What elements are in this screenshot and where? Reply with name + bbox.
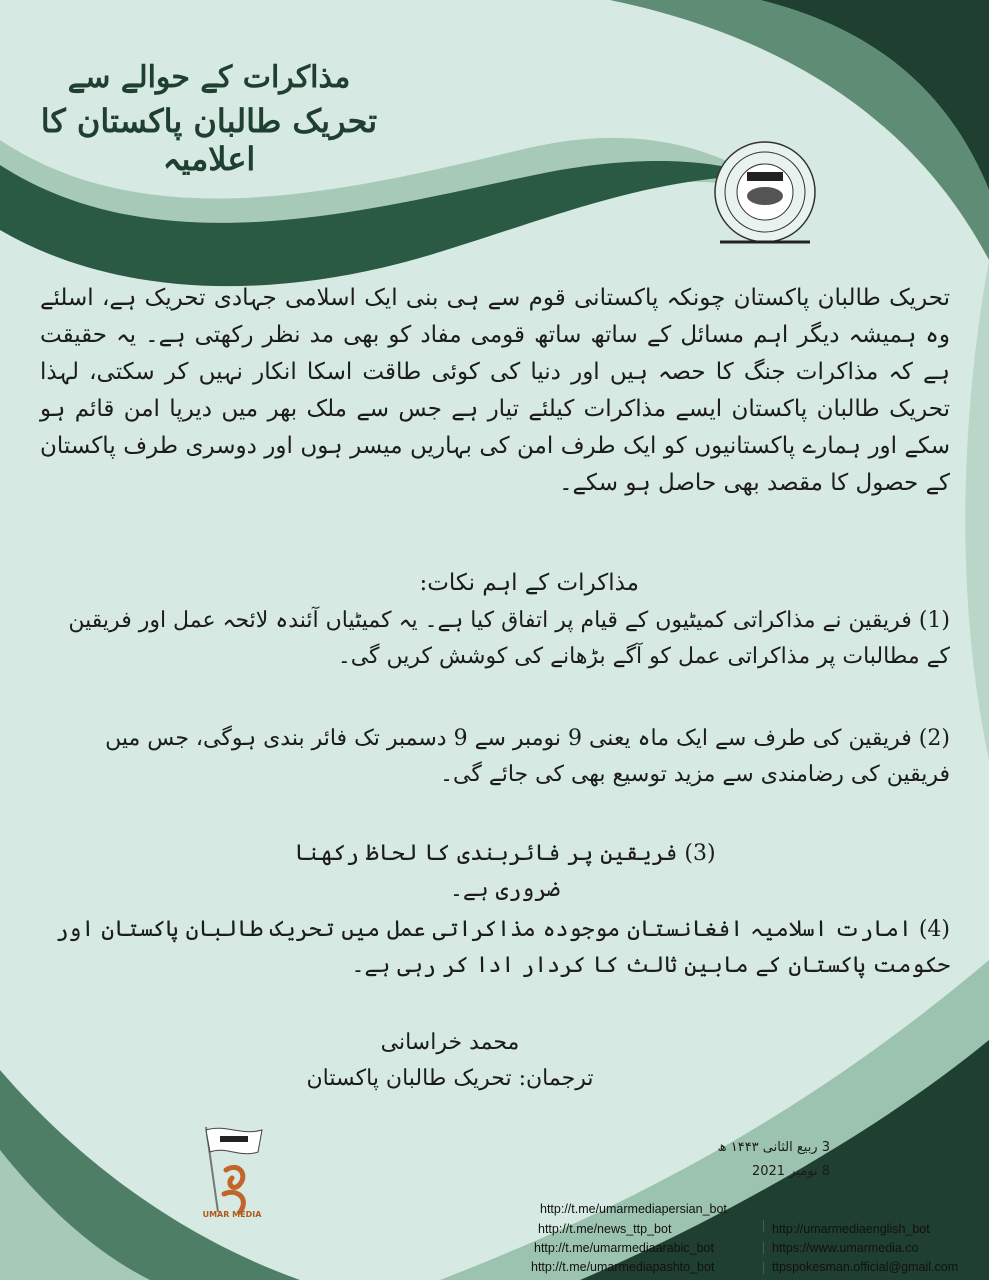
- hijri-date: 3 ربیع الثانی ۱۴۴۳ ھ: [717, 1140, 830, 1155]
- divider-2: [763, 1242, 764, 1254]
- point-2: (2) فریقین کی طرف سے ایک ماہ یعنی 9 نومبر سے 9 دسمبر تک فائر بندی ہوگی، جس میں فریقین کی رضامندی سے مزید توسیع بھی کی جائے گی۔: [105, 726, 950, 787]
- divider-3: [763, 1262, 764, 1274]
- point-4: (4) امارت اسلامیہ افغانستان موجودہ مذاکراتی عمل میں تحریک طالبان پاکستان اور حکومت پاکستان کے مابین ثالث کا کردار ادا کر رہی ہے۔: [55, 917, 950, 978]
- top-left-wave-dark: [0, 161, 760, 286]
- link-pashto-bot[interactable]: http://t.me/umarmediapashto_bot: [531, 1260, 715, 1274]
- point-1: (1) فریقین نے مذاکراتی کمیٹیوں کے قیام پر اتفاق کیا ہے۔ یہ کمیٹیاں آئندہ لائحہ عمل اور فریقین کے مطالبات پر مذاکراتی عمل کو آگے بڑھانے کی کوشش کریں گی۔: [68, 608, 950, 669]
- points-heading: مذاکرات کے اہم نکات:: [419, 570, 639, 596]
- point-3: (3) فریقین پر فائربندی کا لحاظ رکھنا ضروری ہے۔: [294, 841, 716, 902]
- signature-name: محمد خراسانی: [380, 1030, 520, 1055]
- emblem-seal-icon: [700, 138, 830, 250]
- intro-paragraph: تحریک طالبان پاکستان چونکہ پاکستانی قوم سے ہی بنی ایک اسلامی جہادی تحریک ہے، اسلئے وہ ہمیشہ دیگر اہم مسائل کے ساتھ ساتھ قومی مفاد کو بھی مد نظر رکھتی ہے۔ یہ حقیقت ہے کہ مذاکرات جنگ کا حصہ ہیں اور دنیا کی کوئی طاقت اسکا انکار نہیں کر سکتی، لہذا تحریک طالبان پاکستان ایسے مذاکرات کیلئے تیار ہے جس سے ملک بھر میں دیرپا امن قائم ہو سکے اور ہمارے پاکستانیوں کو ایک طرف امن کی بہاریں میسر ہوں اور دوسری طرف پاکستان کے حصول کا مقصد بھی حاصل ہو سکے۔: [40, 285, 950, 496]
- right-edge-wave: [965, 260, 989, 760]
- logo-text: UMAR MEDIA: [202, 1210, 262, 1219]
- link-website[interactable]: https://www.umarmedia.co: [772, 1241, 919, 1255]
- gregorian-date: 8 نومبر 2021: [751, 1164, 830, 1179]
- flag-logo-icon: [196, 1122, 268, 1222]
- divider-1: [763, 1220, 764, 1232]
- link-email[interactable]: ttpspokesman.official@gmail.com: [772, 1260, 959, 1274]
- link-arabic-bot[interactable]: http://t.me/umarmediaarabic_bot: [534, 1241, 714, 1255]
- title-line-1: مذاکرات کے حوالے سے: [67, 60, 351, 95]
- signature-role: ترجمان: تحریک طالبان پاکستان: [306, 1066, 594, 1091]
- title-line-2: تحریک طالبان پاکستان کا اعلامیہ: [40, 102, 378, 178]
- link-news-bot[interactable]: http://t.me/news_ttp_bot: [538, 1222, 672, 1236]
- link-english-bot[interactable]: http://umarmediaenglish_bot: [772, 1222, 930, 1236]
- link-persian-bot[interactable]: http://t.me/umarmediapersian_bot: [540, 1202, 727, 1216]
